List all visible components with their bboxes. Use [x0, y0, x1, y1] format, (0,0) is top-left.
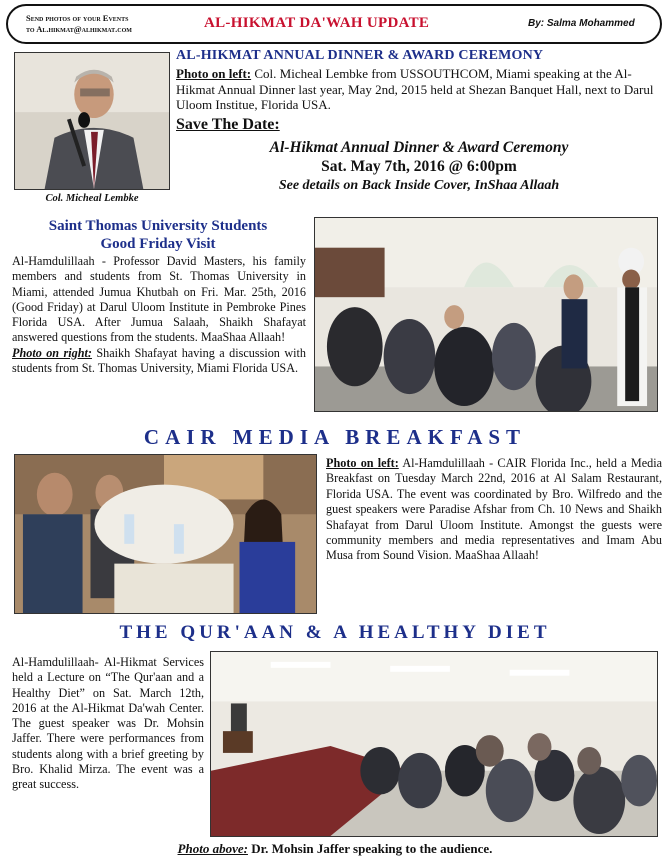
save-event-datetime: Sat. May 7th, 2016 @ 6:00pm — [321, 158, 517, 175]
send-line-2[interactable]: to Al.hikmat@alhikmat.com — [26, 24, 132, 34]
st-thomas-photo-description: Shaikh Shafayat having a discussion with students from St. Thomas University, Miami Florida USA. — [12, 345, 306, 376]
dinner-photo-description: Col. Micheal Lembke from USSOUTHCOM, Miami speaking at the Al-Hikmat Annual Dinner last year, May 2nd, 2015 held at Shezan Banquet Hall, next to Darul Uloom Institue, Florida USA. — [176, 66, 654, 112]
save-the-date-heading: Save The Date: — [176, 116, 280, 133]
photo-lecture-audience — [210, 651, 658, 837]
photo-above-label: Photo above: — [177, 841, 248, 856]
photo-on-right-label: Photo on right: — [12, 345, 92, 360]
cair-heading: CAIR MEDIA BREAKFAST — [143, 425, 527, 449]
st-thomas-paragraph: Al-Hamdulillaah - Professor David Masters, his family members and students from St. Thomas University in Miami, attended Jumua Khutbah on Fri. Mar. 25th, 2016 (Good Friday) at Darul Uloom Institute in Pembroke Pines Florida USA. After Jumua Salaah, Shaikh Shafayat answered questions from the students. MaaShaa Allaah! — [12, 254, 306, 345]
cair-paragraph: Al-Hamdulillaah - CAIR Florida Inc., held a Media Breakfast on Tuesday March 22nd, 2016 at Al Salam Restaurant, Florida USA. The event was coordinated by Bro. Wilfredo and the guest speakers were Paradise Afshar from Ch. 10 News and Shaikh Shafayat from Darul Uloom Institute. Amongst the guests were community members and media representatives and Imam Abu Musa from Sound Vision. MaaShaa Allaah! — [326, 456, 663, 563]
send-line-1: Send photos of your Events — [26, 13, 129, 23]
st-thomas-title-line1: Saint Thomas University Students — [48, 218, 268, 234]
diet-photo-caption — [0, 841, 670, 857]
photo-caption-lembke: Col. Micheal Lembke — [45, 193, 139, 204]
st-thomas-body — [12, 254, 306, 376]
st-thomas-title-line2: Good Friday Visit — [100, 236, 216, 252]
photo-speaker-lembke — [14, 52, 170, 190]
diet-heading: THE QUR'AAN & A HEALTHY DIET — [119, 622, 551, 643]
newsletter-title: AL-HIKMAT DA'WAH UPDATE — [204, 15, 430, 31]
save-event-name: Al-Hikmat Annual Dinner & Award Ceremony — [269, 139, 569, 156]
photo-on-left-label: Photo on left: — [176, 66, 252, 81]
diet-photo-description: Dr. Mohsin Jaffer speaking to the audience. — [247, 841, 493, 856]
byline: By: Salma Mohammed — [528, 18, 635, 29]
save-event-details: See details on Back Inside Cover, InShaa Allaah — [278, 178, 560, 193]
cair-photo-label: Photo on left: — [326, 456, 399, 470]
dinner-section-title: AL-HIKMAT ANNUAL DINNER & AWARD CEREMONY — [176, 48, 544, 63]
header-banner — [6, 4, 662, 44]
dinner-photo-text — [176, 66, 662, 113]
photo-students-visit — [314, 217, 658, 412]
st-thomas-title — [12, 217, 304, 253]
send-photos-note — [26, 13, 132, 35]
photo-cair-breakfast — [14, 454, 317, 614]
cair-body — [326, 456, 662, 564]
diet-body: Al-Hamdulillaah- Al-Hikmat Services held a Lecture on “The Qur'aan and a Healthy Diet” on Sat. March 12th, 2016 at the Al-Hikmat Da'wah Center. The guest speaker was Dr. Mohsin Jaffer. There were performances from students along with a brief greeting by Bro. Khalid Mirza. The event was a great success. — [12, 655, 204, 792]
